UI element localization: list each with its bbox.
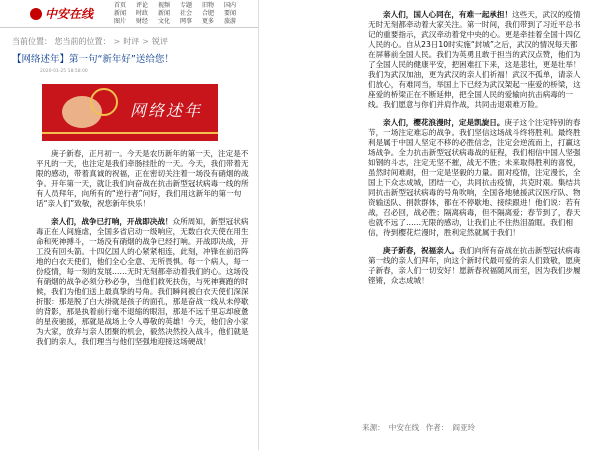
nav-item[interactable]: 合肥 (202, 9, 215, 17)
nav-item[interactable]: 旅游 (224, 17, 237, 25)
article-meta: 2020-01-25 18:58:00 (40, 69, 88, 74)
breadcrumb-subsection[interactable]: 锐评 (151, 37, 168, 46)
nav-item[interactable]: 首页 (114, 1, 127, 9)
banner-line (42, 132, 218, 134)
paragraph-text: 庚子新春，正月初一。今天是农历新年的第一天，注定是不平凡的一天，也注定是我们牵肠挂肚的一天。今天，我们带着无限的感动，带着真诚的祝福，正在密切关注着一场没有硝烟的战争。开年第一天，就让我们向奋战在抗击新型冠状病毒一线的所有人员拜年，向所有的“逆行者”问好，我们用这新年的第一句话“亲人们”致敬，祝您新年快乐！ (36, 149, 249, 208)
breadcrumb-separator: > (142, 37, 149, 46)
breadcrumb (0, 28, 258, 48)
banner-ring (90, 88, 118, 116)
source-label: 来源： (362, 423, 385, 432)
nav-item[interactable]: 文化 (158, 17, 171, 25)
paragraph (368, 10, 584, 110)
nav-item[interactable]: 要闻 (224, 9, 237, 17)
article-title: 【网络述年】第一句“新年好”送给您！ (12, 54, 174, 65)
nav-item[interactable]: 更多 (202, 17, 215, 25)
paragraph-text: 这些天，武汉的疫情无时无刻都牵动着大家关注。第一时间，我们带到了习近平总书记的重要指示，武汉牵动着党中央的心。更是牵挂着全国十四亿人民的心。自从23日10时实施“封城”之后，武汉的情况每天都在屏幕前全国人民。我们为英勇且敢于担当的武汉点赞，他们为了全国人民的健康平安，把困难扛下来，这是悲壮，更是壮举！我们为武汉加油，更为武汉的亲人们祈福！武汉不孤单，请亲人们放心，有难同当，举国上下已经为武汉架起一座爱的桥梁，这座爱的桥梁正在不断延伸，把全国人民的爱输向抗击病毒的一线。我们愿意与你们并肩作战，共同击退艰难万险。 (368, 10, 581, 109)
nav-item[interactable]: 新闻 (114, 9, 127, 17)
banner-text: 网络述年 (130, 101, 203, 120)
breadcrumb-separator: > (113, 37, 121, 46)
nav-item[interactable]: 旧物 (202, 1, 215, 9)
breadcrumb-label: 当前位置： (12, 37, 52, 46)
paragraph-lead: 亲人们，战争已打响，开战即决战！ (51, 217, 173, 226)
nav-item[interactable]: 时政 (136, 9, 149, 17)
nav-item[interactable]: 专题 (180, 1, 193, 9)
paragraph (368, 246, 584, 286)
top-nav (114, 2, 246, 26)
breadcrumb-section[interactable]: 时评 (123, 37, 140, 46)
nav-item[interactable]: 国内 (224, 1, 237, 9)
paragraph-text: 庚子这个注定特别的春节，一场注定难忘的战争。我们坚信这场战斗终将胜利。最终胜利是属于中国人坚定不移的必胜信念，注定会逆流而上，打赢这场战争。全力抗击新型冠状病毒战的征程，我们相信中国人坚强如钢的斗志，注定无坚不摧，战无不胜；未来取得胜利的喜悦，虽然时间难耐，但一定是坚毅的力量。面对疫情，注定漫长，全国上下众志成城，团结一心，共同抗击疫情，共克时艰。集结共同抗击新型冠状病毒的号角吹响，全国各地驰援武汉医疗队、物资输送队、捐款群体，都在不停歇地、接续跟进！他们说：若有战，召必回，战必胜；隔离病毒，但不隔离爱；春节到了，春天也就不远了……无限的感动，让我们止不住热泪盈眶。我们相信，待到樱花烂漫时，胜利定然就属于我们！ (368, 118, 581, 237)
paragraph (36, 149, 250, 209)
nav-item[interactable]: 财经 (136, 17, 149, 25)
author-label: 作者： (425, 423, 449, 432)
paragraph-lead: 亲人们，樱花浪漫时，定是凯旋日。 (383, 118, 505, 127)
paragraph (368, 118, 584, 238)
nav-item[interactable]: 视频 (158, 1, 171, 9)
logo-icon (30, 8, 42, 20)
paragraph-text: 众所周知，新型冠状病毒正在人间施虐，全国多省启动一级响应，无数白衣天使在用生命和死神搏斗，一场没有硝烟的战争已经打响。开战即决战，开工没有回头箭。十四亿国人的心紧紧相连，此刻，冲锋在前沿阵地的白衣天使们，他们全心全意、无所畏惧。每一个病人，每一份疫情，每一刻的发展……无时无刻都牵动着我们的心。这场没有硝烟的战争必须分秒必争，当他们救死扶伤，与死神赛跑的时候，我们为他们送上最真挚的号角。我们瞬间被白衣天使们深深折服：那是脱了白大褂就是孩子的面孔，那是奋战一线从未停歇的背影，那是执着前行毫不退缩的眼泪，那是不远千里忘却疲惫的星夜驰援，那就是战场上令人尊敬的英雄！今天，他们舍小家为大家，放弃与亲人团聚的机会，毅然决然投入战斗，他们就是我们的亲人，我们理当与他们坚强地迎接这场硬战！ (36, 217, 249, 346)
paragraph-lead: 庚子新春，祝福亲人。 (383, 246, 459, 255)
nav-item[interactable]: 新闻 (158, 9, 171, 17)
nav-item[interactable]: 社会 (180, 9, 193, 17)
nav-item[interactable]: 网事 (180, 17, 193, 25)
article-banner (42, 84, 218, 141)
site-header (0, 0, 258, 28)
nav-item[interactable]: 图片 (114, 17, 127, 25)
right-page-panel (344, 0, 600, 450)
breadcrumb-home[interactable]: 您当前的位置： (54, 37, 111, 46)
left-page-panel (0, 0, 259, 450)
page-gutter (259, 0, 344, 450)
site-logo[interactable] (30, 5, 100, 22)
article-body-left (0, 141, 258, 347)
paragraph (36, 217, 250, 347)
paragraph-text: 我们向所有奋战在抗击新型冠状病毒第一线的亲人们拜年，向这个新时代最可爱的亲人们致敬，愿庚子新春，亲人们一切安好！愿新春祝福随风而至，因为我们步履铿锵，众志成城！ (368, 246, 581, 285)
logo-text: 中安在线 (45, 7, 94, 21)
author-value: 阎亚玲 (452, 423, 476, 432)
article-body-right (344, 0, 600, 286)
source-value: 中安在线 (388, 423, 420, 432)
paragraph-lead: 亲人们，国人心同在，有难一起承担！ (383, 10, 513, 19)
article-source (362, 422, 479, 433)
nav-item[interactable]: 评论 (136, 1, 149, 9)
